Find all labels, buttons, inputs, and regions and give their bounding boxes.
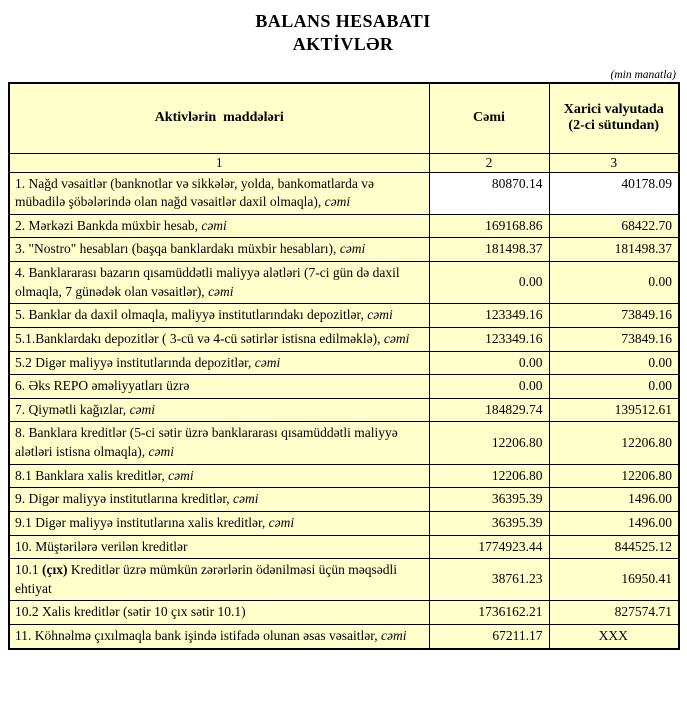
row-label-cell bbox=[9, 511, 429, 535]
row-label-text-continued: Kreditlər üzrə mümkün zərərlərin ödənilməsi üçün məqsədli ehtiyat bbox=[15, 562, 397, 596]
row-foreign-value: 12206.80 bbox=[549, 464, 679, 488]
row-foreign-value: 1496.00 bbox=[549, 488, 679, 512]
row-total-value: 12206.80 bbox=[429, 464, 549, 488]
row-label-italic-suffix: cəmi bbox=[380, 330, 410, 346]
row-label-cell bbox=[9, 422, 429, 464]
row-label-text: 6. Əks REPO əməliyyatları üzrə bbox=[15, 378, 190, 394]
row-label-cell bbox=[9, 304, 429, 328]
row-total-value: 38761.23 bbox=[429, 559, 549, 601]
row-label-cell bbox=[9, 214, 429, 238]
row-label-italic-suffix: cəmi bbox=[363, 307, 393, 323]
row-label-cell bbox=[9, 375, 429, 399]
row-foreign-value: 73849.16 bbox=[549, 304, 679, 328]
row-label-cell bbox=[9, 625, 429, 649]
row-total-value: 184829.74 bbox=[429, 398, 549, 422]
row-label-text: 7. Qiymətli kağızlar, bbox=[15, 401, 127, 417]
row-label-text: 9. Digər maliyyə institutlarına kreditlər, bbox=[15, 491, 230, 507]
unit-note: (min manatla) bbox=[610, 69, 676, 81]
row-total-value: 123349.16 bbox=[429, 327, 549, 351]
row-label-italic-suffix: cəmi bbox=[197, 217, 227, 233]
row-total-value: 1774923.44 bbox=[429, 535, 549, 559]
header-items-column: Aktivlərin maddələri bbox=[9, 83, 429, 153]
report-subtitle: AKTİVLƏR bbox=[292, 33, 394, 54]
row-label-cell bbox=[9, 488, 429, 512]
row-label-text: 8.1 Banklara xalis kreditlər, bbox=[15, 467, 165, 483]
row-foreign-value: 844525.12 bbox=[549, 535, 679, 559]
column-number-1: 1 bbox=[9, 153, 429, 172]
row-label-cell bbox=[9, 398, 429, 422]
row-foreign-value: 0.00 bbox=[549, 262, 679, 304]
table-row bbox=[9, 262, 679, 304]
title-block bbox=[8, 10, 678, 55]
row-label-cell bbox=[9, 464, 429, 488]
row-label-cell bbox=[9, 351, 429, 375]
table-row bbox=[9, 464, 679, 488]
column-number-2: 2 bbox=[429, 153, 549, 172]
header-foreign-currency-column: Xarici valyutada (2-ci sütundan) bbox=[549, 83, 679, 153]
table-row bbox=[9, 625, 679, 649]
row-foreign-value: XXX bbox=[549, 625, 679, 649]
row-foreign-value: 1496.00 bbox=[549, 511, 679, 535]
table-row bbox=[9, 375, 679, 399]
row-label-text: 10.1 bbox=[15, 562, 42, 578]
row-total-value: 0.00 bbox=[429, 351, 549, 375]
row-foreign-value: 40178.09 bbox=[549, 172, 679, 214]
row-label-text: 10. Müştərilərə verilən kreditlər bbox=[15, 538, 188, 554]
row-total-value: 0.00 bbox=[429, 262, 549, 304]
row-total-value: 36395.39 bbox=[429, 511, 549, 535]
table-row bbox=[9, 601, 679, 625]
row-foreign-value: 827574.71 bbox=[549, 601, 679, 625]
row-total-value: 67211.17 bbox=[429, 625, 549, 649]
row-label-italic-suffix: cəmi bbox=[265, 514, 295, 530]
row-foreign-value: 181498.37 bbox=[549, 238, 679, 262]
row-total-value: 1736162.21 bbox=[429, 601, 549, 625]
table-row bbox=[9, 511, 679, 535]
column-number-row bbox=[9, 153, 679, 172]
row-label-italic-suffix: cəmi bbox=[204, 283, 234, 299]
table-row bbox=[9, 398, 679, 422]
row-label-cell bbox=[9, 327, 429, 351]
row-label-text: 11. Köhnəlmə çıxılmaqla bank işində istifadə olunan əsas vəsaitlər, bbox=[15, 628, 378, 643]
table-row bbox=[9, 535, 679, 559]
row-label-cell bbox=[9, 559, 429, 601]
table-row bbox=[9, 238, 679, 262]
row-label-text: 10.2 Xalis kreditlər (sətir 10 çıx sətir 10.1) bbox=[15, 604, 246, 620]
row-foreign-value: 12206.80 bbox=[549, 422, 679, 464]
row-label-text: 8. Banklara kreditlər (5-ci sətir üzrə banklararası qısamüddətli maliyyə alətləri istisna olmaqla), bbox=[15, 425, 398, 459]
row-label-cell bbox=[9, 601, 429, 625]
row-label-text: 2. Mərkəzi Bankda müxbir hesab, bbox=[15, 217, 198, 233]
row-label-text: 5. Banklar da daxil olmaqla, maliyyə institutlarındakı depozitlər, bbox=[15, 307, 364, 323]
row-total-value: 169168.86 bbox=[429, 214, 549, 238]
row-label-italic-suffix: cəmi bbox=[336, 241, 366, 257]
table-row bbox=[9, 327, 679, 351]
row-foreign-value: 0.00 bbox=[549, 351, 679, 375]
column-number-3: 3 bbox=[549, 153, 679, 172]
row-label-italic-suffix: cəmi bbox=[251, 354, 281, 370]
row-foreign-value: 0.00 bbox=[549, 375, 679, 399]
row-label-italic-suffix: cəmi bbox=[377, 628, 407, 643]
row-total-value: 123349.16 bbox=[429, 304, 549, 328]
row-total-value: 80870.14 bbox=[429, 172, 549, 214]
table-row bbox=[9, 172, 679, 214]
row-label-italic-suffix: cəmi bbox=[126, 401, 156, 417]
table-row bbox=[9, 214, 679, 238]
row-foreign-value: 16950.41 bbox=[549, 559, 679, 601]
row-label-cell bbox=[9, 172, 429, 214]
header-row bbox=[9, 83, 679, 153]
row-label-bold-text: (çıx) bbox=[42, 562, 68, 578]
row-label-italic-suffix: cəmi bbox=[321, 194, 351, 210]
row-label-text: 3. "Nostro" hesabları (başqa banklardakı müxbir hesabları), bbox=[15, 241, 337, 257]
row-label-italic-suffix: cəmi bbox=[145, 444, 174, 459]
row-label-italic-suffix: cəmi bbox=[229, 491, 259, 507]
assets-table-body bbox=[9, 172, 679, 649]
row-foreign-value: 139512.61 bbox=[549, 398, 679, 422]
row-label-text: 9.1 Digər maliyyə institutlarına xalis kreditlər, bbox=[15, 514, 266, 530]
row-label-text: 4. Banklararası bazarın qısamüddətli maliyyə alətləri (7-ci gün də daxil olmaqla, 7 günədək olan vəsaitlər), bbox=[15, 265, 400, 299]
row-foreign-value: 73849.16 bbox=[549, 327, 679, 351]
row-total-value: 36395.39 bbox=[429, 488, 549, 512]
row-total-value: 0.00 bbox=[429, 375, 549, 399]
row-label-text: 5.1.Banklardakı depozitlər ( 3-cü və 4-cü sətirlər istisna edilməklə), bbox=[15, 330, 381, 346]
row-label-text: 5.2 Digər maliyyə institutlarında depozitlər, bbox=[15, 354, 252, 370]
row-label-cell bbox=[9, 262, 429, 304]
row-label-italic-suffix: cəmi bbox=[164, 467, 194, 483]
table-row bbox=[9, 559, 679, 601]
table-row bbox=[9, 488, 679, 512]
row-label-cell bbox=[9, 238, 429, 262]
row-foreign-value: 68422.70 bbox=[549, 214, 679, 238]
table-row bbox=[9, 304, 679, 328]
assets-table bbox=[8, 82, 680, 650]
table-row bbox=[9, 422, 679, 464]
row-label-text: 1. Nağd vəsaitlər (banknotlar və sikkələr, yolda, bankomatlarda və mübadilə şöbələrində olan nağd vəsaitlər daxil olmaqla), bbox=[15, 175, 374, 210]
header-total-column: Cəmi bbox=[429, 83, 549, 153]
row-label-cell bbox=[9, 535, 429, 559]
report-title: BALANS HESABATI bbox=[255, 11, 431, 31]
table-row bbox=[9, 351, 679, 375]
row-total-value: 12206.80 bbox=[429, 422, 549, 464]
row-total-value: 181498.37 bbox=[429, 238, 549, 262]
